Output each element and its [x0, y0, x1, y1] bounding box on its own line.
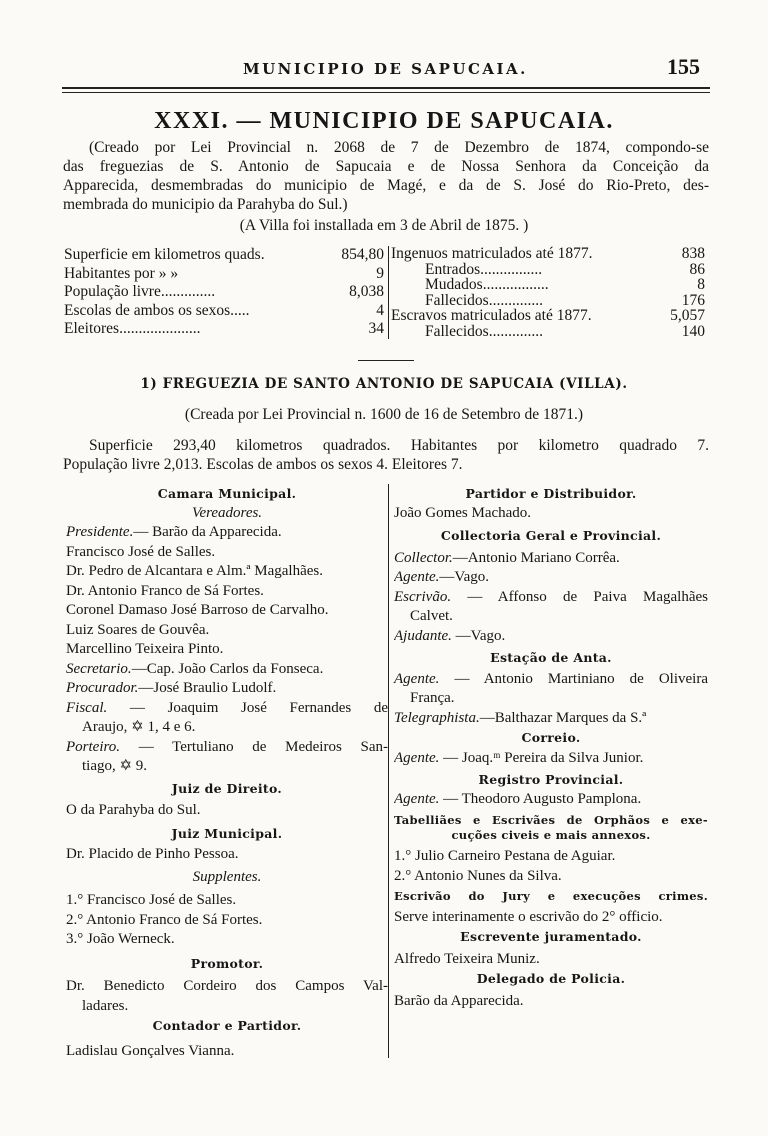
- section-stats-line: Superficie 293,40 kilometros quadrados. Habitantes por kilometro quadrado 7.: [89, 437, 709, 454]
- stat-value: 8,038: [349, 283, 384, 300]
- stat-value: 9: [376, 264, 384, 282]
- section-stats: [63, 436, 709, 474]
- section-created: (Creada por Lei Provincial n. 1600 de 16 de Setembro de 1871.): [184, 406, 584, 423]
- porteiro-name: — Tertuliano de Medeiros San-: [138, 738, 388, 755]
- estacao-agente-cont: França.: [410, 690, 455, 706]
- stat-row: [391, 246, 705, 262]
- telegraphista-entry: [394, 709, 708, 729]
- vereador-item: Francisco José de Salles.: [66, 543, 216, 560]
- stat-value: 140: [681, 322, 705, 340]
- right-column: [394, 484, 708, 1011]
- chapter-title: XXXI. — MUNICIPIO DE SAPUCAIA.: [154, 108, 614, 134]
- estacao-title: Estação de Anta.: [490, 650, 612, 665]
- running-header: [0, 52, 768, 86]
- porteiro-entry: [66, 738, 388, 758]
- escrevente: Alfredo Teixeira Muniz.: [394, 950, 540, 967]
- correio-title: Correio.: [521, 730, 581, 745]
- correio-role: Agente.: [394, 749, 440, 766]
- correio-name: — Joaq.ᵐ Pereira da Silva Junior.: [443, 749, 644, 766]
- stat-row: [391, 324, 705, 340]
- correio-entry: [394, 749, 708, 769]
- juiz-municipal: Dr. Placido de Pinho Pessoa.: [66, 846, 239, 862]
- stat-label: Mudados.................: [425, 276, 549, 293]
- intro-line: Apparecida, desmembradas do municipio de Magé, e da de S. José do Rio-Preto, des-: [63, 177, 709, 194]
- stat-row: [64, 283, 384, 302]
- stats-left: [64, 246, 384, 339]
- presidente-role: Presidente.: [66, 524, 134, 540]
- fiscal-role: Fiscal.: [66, 699, 108, 716]
- estacao-agente-name: — Antonio Martiniano de Oliveira: [454, 670, 708, 687]
- installation-note: (A Villa foi installada em 3 de Abril de 1875. ): [239, 217, 529, 234]
- stat-value: 854,80: [341, 246, 384, 263]
- stat-row: [64, 265, 384, 284]
- procurador-name: —José Braulio Ludolf.: [138, 680, 277, 696]
- stat-label: Eleitores.....................: [64, 320, 201, 337]
- stat-label: Superficie em kilometros quads.: [64, 246, 265, 263]
- porteiro-name-cont: tiago, ✡ 9.: [82, 758, 148, 774]
- stat-value: 86: [689, 260, 705, 278]
- estacao-agente-role: Agente.: [394, 670, 440, 687]
- promotor-entry: Dr. Benedicto Cordeiro dos Campos Val-: [66, 978, 388, 994]
- procurador-role: Procurador.: [66, 680, 139, 696]
- stat-row: [64, 320, 384, 339]
- vereador-item: Marcellino Teixeira Pinto.: [66, 641, 224, 657]
- stat-row: [391, 277, 705, 293]
- registro-title: Registro Provincial.: [478, 772, 624, 787]
- collector-name: —Antonio Mariano Corrêa.: [452, 549, 620, 566]
- partidor-title: Partidor e Distribuidor.: [465, 486, 637, 501]
- tabelliaes-title: Tabelliães e Escrivães de Orphãos e exe-: [394, 813, 708, 827]
- secretario-role: Secretario.: [66, 660, 132, 677]
- stat-value: 8: [697, 276, 705, 293]
- presidente-name: — Barão da Apparecida.: [133, 524, 282, 540]
- section-stats-line: População livre 2,013. Escolas de ambos os sexos 4. Eleitores 7.: [63, 456, 463, 473]
- ajudante-role: Ajudante.: [394, 627, 452, 644]
- agente-role: Agente.: [394, 569, 440, 585]
- secretario-entry: [66, 660, 388, 680]
- escrevente-title: Escrevente juramentado.: [460, 929, 642, 944]
- stat-row: [391, 262, 705, 278]
- stat-row: [391, 293, 705, 309]
- section-separator: [358, 360, 414, 361]
- agente-entry: [394, 568, 708, 588]
- tabelliao-item: 2.° Antonio Nunes da Silva.: [394, 867, 562, 884]
- intro-paragraph: [63, 138, 709, 214]
- supplente-item: 2.° Antonio Franco de Sá Fortes.: [66, 911, 263, 928]
- agente-name: —Vago.: [439, 569, 489, 585]
- stat-value: 4: [376, 301, 384, 319]
- collector-role: Collector.: [394, 549, 453, 566]
- vereador-item: Luiz Soares de Gouvêa.: [66, 621, 210, 638]
- telegraphista-name: —Balthazar Marques da S.ª: [479, 709, 647, 726]
- running-title: MUNICIPIO DE SAPUCAIA.: [243, 60, 528, 78]
- juiz-direito-title: Juiz de Direito.: [171, 780, 283, 796]
- ajudante-name: —Vago.: [455, 627, 506, 644]
- stat-label: Entrados................: [425, 260, 543, 278]
- intro-line: membrada do municipio da Parahyba do Sul.): [63, 196, 348, 213]
- vereadores-title: Vereadores.: [191, 504, 263, 521]
- supplentes-title: Supplentes.: [192, 868, 262, 885]
- section-title: 1) FREGUEZIA DE SANTO ANTONIO DE SAPUCAIA (VILLA).: [140, 376, 628, 392]
- vereador-item: Dr. Pedro de Alcantara e Alm.ª Magalhães.: [66, 563, 323, 579]
- stat-value: 176: [681, 291, 705, 309]
- intro-line: das freguezias de S. Antonio de Sapucaia e de Nossa Senhora da Conceição da: [63, 158, 709, 175]
- stat-row: [64, 302, 384, 321]
- stat-label: Ingenuos matriculados até 1877.: [391, 245, 593, 262]
- delegado: Barão da Apparecida.: [394, 992, 524, 1009]
- delegado-title: Delegado de Policia.: [476, 971, 626, 986]
- registro-role: Agente.: [394, 790, 440, 807]
- stat-label: População livre..............: [64, 283, 216, 300]
- contador: Ladislau Gonçalves Vianna.: [66, 1042, 235, 1059]
- left-column: [66, 484, 388, 1061]
- tabelliaes-title-cont: cuções civeis e mais annexos.: [451, 828, 651, 842]
- escrivao-name: — Affonso de Paiva Magalhães: [467, 588, 708, 605]
- stat-row: [391, 308, 705, 324]
- stat-label: Fallecidos..............: [425, 322, 543, 340]
- collectoria-title: Collectoria Geral e Provincial.: [440, 528, 662, 543]
- supplente-item: 1.° Francisco José de Salles.: [66, 892, 237, 908]
- stats-right: [391, 246, 705, 339]
- fiscal-entry: [66, 699, 388, 719]
- escrivao-name-cont: Calvet.: [410, 608, 453, 624]
- escrivao-role: Escrivão.: [394, 588, 452, 605]
- juiz-direito: O da Parahyba do Sul.: [66, 802, 201, 818]
- stat-label: Escolas de ambos os sexos.....: [64, 301, 250, 319]
- column-divider: [388, 484, 389, 1058]
- procurador-entry: [66, 679, 388, 699]
- ajudante-entry: [394, 627, 708, 647]
- vereador-item: Coronel Damaso José Barroso de Carvalho.: [66, 602, 329, 618]
- intro-line: (Creado por Lei Provincial n. 2068 de 7 de Dezembro de 1874, compondo-se: [89, 139, 709, 156]
- stat-row: [64, 246, 384, 265]
- registro-name: — Theodoro Augusto Pamplona.: [443, 790, 642, 807]
- partidor: João Gomes Machado.: [394, 504, 532, 521]
- fiscal-name: — Joaquim José Fernandes de: [129, 699, 388, 716]
- stats-divider: [388, 246, 389, 339]
- porteiro-role: Porteiro.: [66, 738, 121, 755]
- juiz-municipal-title: Juiz Municipal.: [171, 825, 283, 841]
- collector-entry: [394, 549, 708, 569]
- telegraphista-role: Telegraphista.: [394, 709, 480, 726]
- jury: Serve interinamente o escrivão do 2° officio.: [394, 908, 663, 925]
- header-rule-top: [62, 87, 710, 89]
- camara-title: Camara Municipal.: [157, 486, 297, 501]
- supplente-item: 3.° João Werneck.: [66, 931, 175, 947]
- page-number: 155: [667, 54, 700, 79]
- escrivao-entry: [394, 588, 708, 608]
- secretario-name: —Cap. João Carlos da Fonseca.: [131, 660, 324, 677]
- presidente-entry: [66, 523, 388, 543]
- estacao-agente-entry: [394, 670, 708, 690]
- registro-entry: [394, 790, 708, 810]
- stat-label: Habitantes por » »: [64, 264, 179, 282]
- promotor-title: Promotor.: [190, 955, 264, 971]
- stat-label: Escravos matriculados até 1877.: [391, 307, 592, 324]
- stat-value: 34: [368, 320, 384, 337]
- vereador-item: Dr. Antonio Franco de Sá Fortes.: [66, 582, 264, 599]
- stat-value: 838: [681, 245, 705, 262]
- fiscal-name-cont: Araujo, ✡ 1, 4 e 6.: [82, 719, 196, 735]
- jury-title: Escrivão do Jury e execuções crimes.: [394, 889, 708, 903]
- promotor-entry-cont: ladares.: [82, 997, 129, 1014]
- stat-label: Fallecidos..............: [425, 291, 543, 309]
- stat-value: 5,057: [670, 307, 705, 324]
- tabelliao-item: 1.° Julio Carneiro Pestana de Aguiar.: [394, 848, 616, 864]
- contador-title: Contador e Partidor.: [152, 1018, 302, 1033]
- header-rule-bottom: [62, 92, 710, 93]
